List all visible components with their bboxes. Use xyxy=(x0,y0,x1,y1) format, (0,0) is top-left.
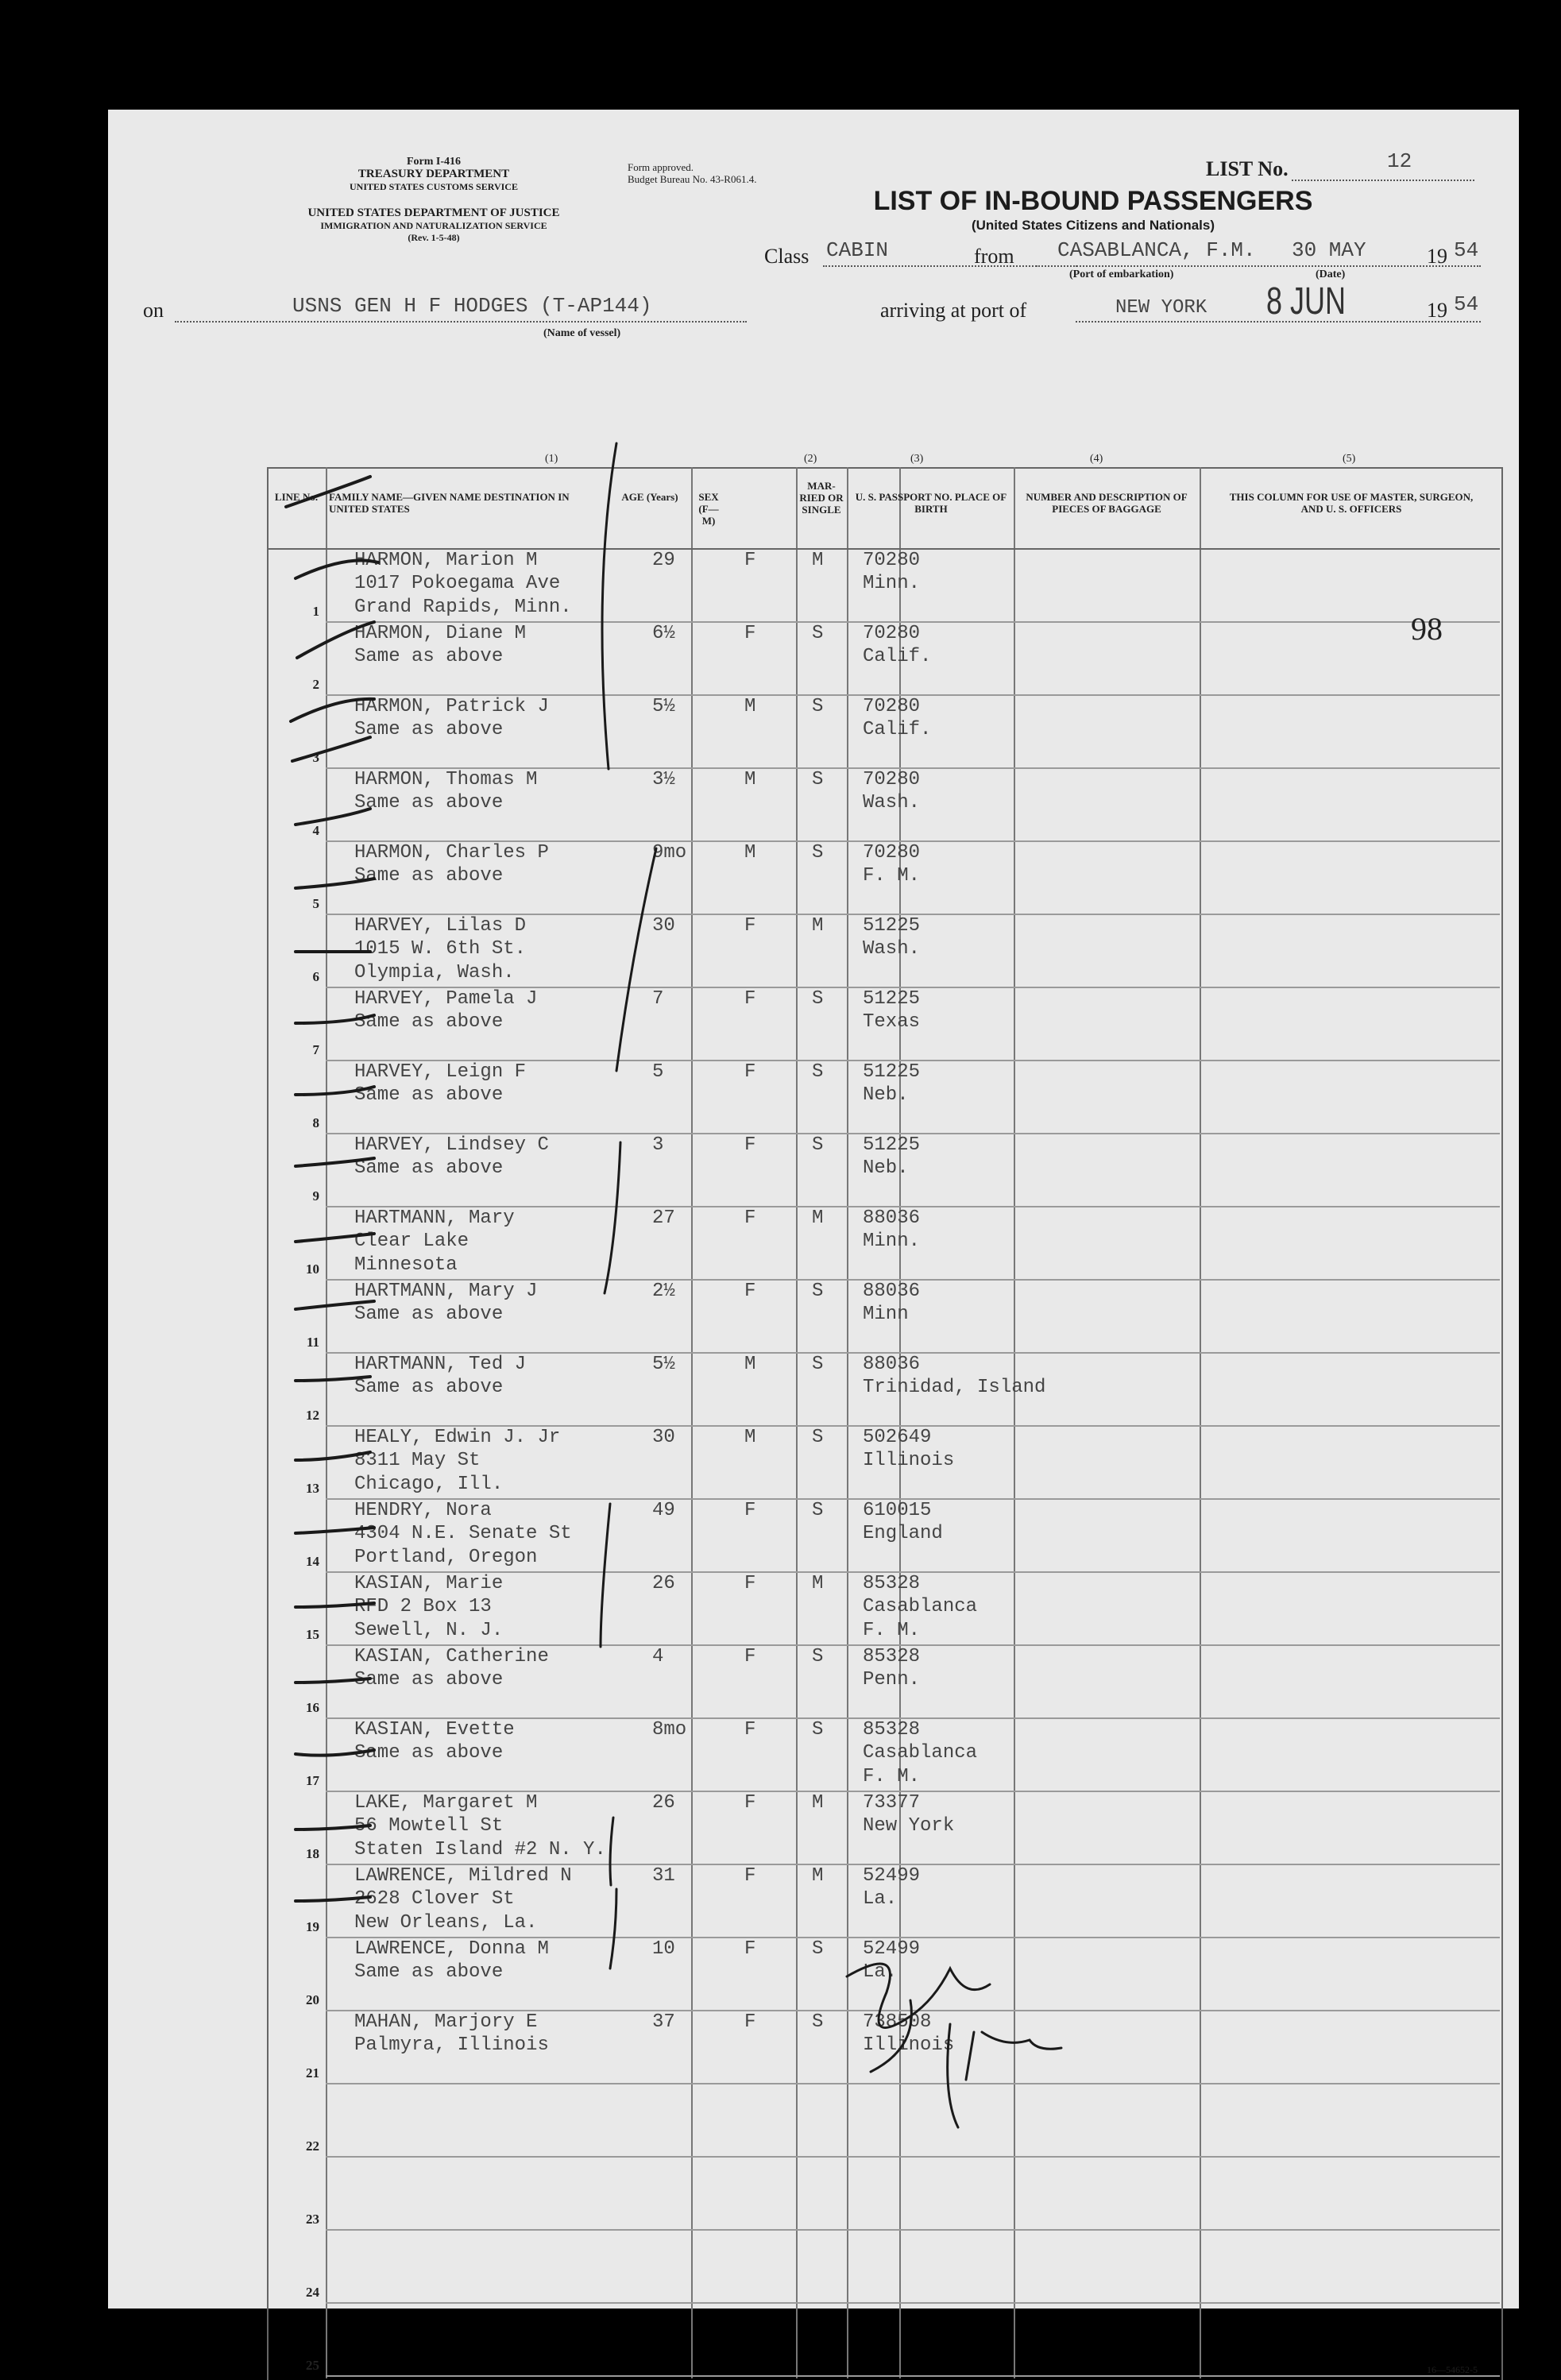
line-number: 24 xyxy=(306,2285,319,2300)
passenger-sex: F xyxy=(744,1061,756,1083)
place-of-birth: Illinois xyxy=(863,1450,955,1471)
line-number: 8 xyxy=(312,1115,319,1130)
passenger-age: 30 xyxy=(652,1427,675,1448)
passport-number: 610015 xyxy=(863,1500,932,1521)
header-line-no: LINE No. xyxy=(274,491,319,503)
form-title: LIST OF IN-BOUND PASSENGERS xyxy=(873,186,1313,216)
marital-status: M xyxy=(812,915,824,937)
marital-status: S xyxy=(812,1938,824,1960)
passport-number: 88036 xyxy=(863,1354,921,1375)
passenger-age: 5½ xyxy=(652,696,675,717)
arrival-year: 54 xyxy=(1454,292,1479,316)
departure-year: 54 xyxy=(1454,238,1479,262)
passport-number: 51225 xyxy=(863,1061,921,1083)
destination-address: RFD 2 Box 13 xyxy=(354,1596,492,1617)
header-passport: U. S. PASSPORT NO. PLACE OF BIRTH xyxy=(855,491,1007,515)
passenger-age: 27 xyxy=(652,1207,675,1229)
arriving-label: arriving at port of xyxy=(880,299,1027,322)
passenger-age: 3½ xyxy=(652,769,675,790)
place-of-birth: Neb. xyxy=(863,1084,909,1106)
line-number: 11 xyxy=(306,1335,319,1350)
passport-number: 70280 xyxy=(863,842,921,864)
marital-status: M xyxy=(812,1207,824,1229)
passenger-age: 7 xyxy=(652,988,664,1010)
passenger-age: 5½ xyxy=(652,1354,675,1375)
place-of-birth: Casablanca xyxy=(863,1596,978,1617)
passenger-name: HARMON, Patrick J xyxy=(354,696,549,717)
passenger-name: HARMON, Charles P xyxy=(354,842,549,864)
line-number: 12 xyxy=(306,1408,319,1423)
passenger-sex: F xyxy=(744,1646,756,1667)
line-number: 9 xyxy=(312,1188,319,1204)
marital-status: M xyxy=(812,1865,824,1887)
passenger-name: MAHAN, Marjory E xyxy=(354,2011,538,2033)
destination-address: Same as above xyxy=(354,646,504,667)
arrival-year-prefix: 19 xyxy=(1427,299,1447,322)
marital-status: S xyxy=(812,1500,824,1521)
from-label: from xyxy=(974,245,1014,268)
destination-address: Same as above xyxy=(354,1377,504,1398)
line-number: 19 xyxy=(306,1919,319,1934)
line-number: 16 xyxy=(306,1700,319,1715)
passport-number: 51225 xyxy=(863,988,921,1010)
passport-number: 52499 xyxy=(863,1938,921,1960)
passenger-name: HARVEY, Leign F xyxy=(354,1061,527,1083)
passenger-age: 29 xyxy=(652,550,675,571)
passenger-sex: F xyxy=(744,1865,756,1887)
passenger-name: HARTMANN, Mary xyxy=(354,1207,515,1229)
passenger-age: 26 xyxy=(652,1573,675,1594)
passenger-sex: M xyxy=(744,769,756,790)
passenger-age: 2½ xyxy=(652,1281,675,1302)
passenger-age: 4 xyxy=(652,1646,664,1667)
destination-address: Palmyra, Illinois xyxy=(354,2034,549,2056)
passport-number: 51225 xyxy=(863,1134,921,1156)
col-number-5: (5) xyxy=(1343,453,1356,465)
passenger-sex: M xyxy=(744,696,756,717)
destination-address: Same as above xyxy=(354,1669,504,1690)
passenger-age: 6½ xyxy=(652,623,675,644)
destination-address: Portland, Oregon xyxy=(354,1547,538,1568)
passport-number: 85328 xyxy=(863,1646,921,1667)
passenger-age: 3 xyxy=(652,1134,664,1156)
place-of-birth: Wash. xyxy=(863,792,921,813)
col-number-3: (3) xyxy=(910,453,924,465)
passenger-sex: M xyxy=(744,1427,756,1448)
place-of-birth: Calif. xyxy=(863,646,932,667)
destination-address: Same as above xyxy=(354,1084,504,1106)
marital-status: S xyxy=(812,1354,824,1375)
destination-address: Same as above xyxy=(354,792,504,813)
passenger-name: HENDRY, Nora xyxy=(354,1500,492,1521)
header-name: FAMILY NAME—GIVEN NAME DESTINATION IN UNITED STATES xyxy=(329,491,570,515)
justice-label: UNITED STATES DEPARTMENT OF JUSTICE xyxy=(307,207,560,219)
destination-address: Chicago, Ill. xyxy=(354,1474,504,1495)
passenger-sex: M xyxy=(744,842,756,864)
passenger-sex: F xyxy=(744,1134,756,1156)
destination-address: 4304 N.E. Senate St xyxy=(354,1523,572,1544)
header-sex: SEX (F—M) xyxy=(698,491,719,527)
marital-status: S xyxy=(812,842,824,864)
passenger-sex: F xyxy=(744,550,756,571)
passenger-name: KASIAN, Marie xyxy=(354,1573,504,1594)
place-of-birth: Neb. xyxy=(863,1157,909,1179)
arrival-date-stamp: 8 JUN xyxy=(1266,280,1347,323)
passenger-age: 9mo xyxy=(652,842,687,864)
year-prefix: 19 xyxy=(1427,245,1447,268)
margin-number: 98 xyxy=(1411,611,1443,647)
place-of-birth: Penn. xyxy=(863,1669,921,1690)
destination-address: 1015 W. 6th St. xyxy=(354,938,527,960)
port-of-embarkation: CASABLANCA, F.M. xyxy=(1057,238,1256,262)
form-id: Form I-416 xyxy=(406,156,462,168)
budget-bureau: Budget Bureau No. 43-R061.4. xyxy=(628,173,757,185)
place-of-birth: Minn. xyxy=(863,1231,921,1252)
marital-status: S xyxy=(812,1061,824,1083)
passenger-name: HARVEY, Lindsey C xyxy=(354,1134,549,1156)
passport-number: 88036 xyxy=(863,1207,921,1229)
form-subtitle: (United States Citizens and Nationals) xyxy=(971,218,1215,233)
passport-number: 51225 xyxy=(863,915,921,937)
place-of-birth: England xyxy=(863,1523,943,1544)
vessel-caption: (Name of vessel) xyxy=(543,327,621,339)
passport-number: 70280 xyxy=(863,696,921,717)
passenger-age: 31 xyxy=(652,1865,675,1887)
class-label: Class xyxy=(764,245,809,268)
line-number: 13 xyxy=(306,1481,319,1496)
place-of-birth: Minn xyxy=(863,1304,909,1325)
line-number: 21 xyxy=(306,2065,319,2081)
arrival-port: NEW YORK xyxy=(1115,297,1207,319)
place-of-birth: Wash. xyxy=(863,938,921,960)
line-number: 20 xyxy=(306,1992,319,2007)
destination-address: Same as above xyxy=(354,1304,504,1325)
line-number: 23 xyxy=(306,2212,319,2227)
destination-address: 2628 Clover St xyxy=(354,1888,515,1910)
marital-status: M xyxy=(812,1792,824,1814)
passenger-sex: F xyxy=(744,1500,756,1521)
passenger-sex: M xyxy=(744,1354,756,1375)
passenger-name: KASIAN, Evette xyxy=(354,1719,515,1741)
passenger-name: LAKE, Margaret M xyxy=(354,1792,538,1814)
passenger-sex: F xyxy=(744,1573,756,1594)
line-number: 17 xyxy=(306,1773,319,1788)
line-number: 5 xyxy=(312,896,319,911)
line-number: 3 xyxy=(312,750,319,765)
passenger-sex: F xyxy=(744,623,756,644)
line-number: 14 xyxy=(306,1554,319,1569)
header-married: MAR- RIED OR SINGLE xyxy=(799,480,844,516)
passenger-sex: F xyxy=(744,1281,756,1302)
place-of-birth: Texas xyxy=(863,1011,921,1033)
destination-address: Same as above xyxy=(354,1157,504,1179)
line-number: 1 xyxy=(312,604,319,619)
place-of-birth: F. M. xyxy=(863,1766,921,1787)
passenger-age: 8mo xyxy=(652,1719,687,1741)
place-of-birth: La. xyxy=(863,1961,898,1983)
marital-status: S xyxy=(812,1427,824,1448)
marital-status: S xyxy=(812,1134,824,1156)
place-of-birth: Trinidad, Island xyxy=(863,1377,1046,1398)
passenger-name: LAWRENCE, Donna M xyxy=(354,1938,549,1960)
marital-status: S xyxy=(812,769,824,790)
place-of-birth: New York xyxy=(863,1815,955,1837)
line-number: 18 xyxy=(306,1846,319,1861)
on-label: on xyxy=(143,299,164,322)
line-number: 6 xyxy=(312,969,319,984)
passenger-age: 10 xyxy=(652,1938,675,1960)
passenger-name: HARVEY, Lilas D xyxy=(354,915,527,937)
destination-address: 8311 May St xyxy=(354,1450,481,1471)
passenger-name: HARVEY, Pamela J xyxy=(354,988,538,1010)
line-number: 2 xyxy=(312,677,319,692)
destination-address: 1017 Pokoegama Ave xyxy=(354,573,561,594)
date-caption: (Date) xyxy=(1316,269,1346,280)
footer-code: 16—54652-5 xyxy=(1427,2364,1478,2375)
passenger-name: KASIAN, Catherine xyxy=(354,1646,549,1667)
passenger-name: HARTMANN, Mary J xyxy=(354,1281,538,1302)
port-embarkation-caption: (Port of embarkation) xyxy=(1069,269,1174,280)
passenger-sex: F xyxy=(744,915,756,937)
destination-address: Staten Island #2 N. Y. xyxy=(354,1839,606,1860)
destination-address: Olympia, Wash. xyxy=(354,962,515,983)
passport-number: 85328 xyxy=(863,1719,921,1741)
col-number-4: (4) xyxy=(1090,453,1103,465)
immigration-label: IMMIGRATION AND NATURALIZATION SERVICE xyxy=(320,220,547,231)
line-number: 10 xyxy=(306,1261,319,1277)
marital-status: M xyxy=(812,550,824,571)
passport-number: 70280 xyxy=(863,550,921,571)
passenger-sex: F xyxy=(744,1207,756,1229)
vessel-name: USNS GEN H F HODGES (T-AP144) xyxy=(292,294,652,318)
destination-address: Same as above xyxy=(354,865,504,887)
destination-address: New Orleans, La. xyxy=(354,1912,538,1934)
passenger-name: HARMON, Thomas M xyxy=(354,769,538,790)
passenger-age: 5 xyxy=(652,1061,664,1083)
marital-status: S xyxy=(812,2011,824,2033)
place-of-birth: Casablanca xyxy=(863,1742,978,1764)
destination-address: Sewell, N. J. xyxy=(354,1620,504,1641)
destination-address: Grand Rapids, Minn. xyxy=(354,597,572,618)
class-value: CABIN xyxy=(826,238,889,262)
check-mark xyxy=(286,477,370,507)
passenger-name: LAWRENCE, Mildred N xyxy=(354,1865,572,1887)
passenger-sex: F xyxy=(744,1792,756,1814)
passport-number: 70280 xyxy=(863,769,921,790)
list-no-label: LIST No. xyxy=(1206,157,1289,180)
passport-number: 85328 xyxy=(863,1573,921,1594)
passenger-age: 37 xyxy=(652,2011,675,2033)
place-of-birth: Calif. xyxy=(863,719,932,740)
header-age: AGE (Years) xyxy=(621,491,678,503)
line-number: 25 xyxy=(306,2358,319,2373)
form-approved: Form approved. xyxy=(628,161,694,173)
passenger-name: HARMON, Diane M xyxy=(354,623,527,644)
destination-address: Same as above xyxy=(354,719,504,740)
line-number: 7 xyxy=(312,1042,319,1057)
passenger-age: 49 xyxy=(652,1500,675,1521)
treasury-label: TREASURY DEPARTMENT xyxy=(357,168,510,180)
destination-address: Minnesota xyxy=(354,1254,458,1276)
destination-address: Same as above xyxy=(354,1961,504,1983)
header-officers: THIS COLUMN FOR USE OF MASTER, SURGEON, AND U. S. OFFICERS xyxy=(1229,491,1474,515)
place-of-birth: F. M. xyxy=(863,1620,921,1641)
marital-status: M xyxy=(812,1573,824,1594)
list-number: 12 xyxy=(1387,149,1412,173)
passenger-age: 26 xyxy=(652,1792,675,1814)
line-number: 22 xyxy=(306,2139,319,2154)
destination-address: Clear Lake xyxy=(354,1231,469,1252)
place-of-birth: Minn. xyxy=(863,573,921,594)
passport-number: 52499 xyxy=(863,1865,921,1887)
col-number-1: (1) xyxy=(545,453,558,465)
departure-date: 30 MAY xyxy=(1292,238,1366,262)
marital-status: S xyxy=(812,1646,824,1667)
revision-label: (Rev. 1-5-48) xyxy=(408,232,460,243)
passport-number: 502649 xyxy=(863,1427,932,1448)
passport-number: 73377 xyxy=(863,1792,921,1814)
passenger-age: 30 xyxy=(652,915,675,937)
handwritten-marks xyxy=(108,110,1519,2309)
marital-status: S xyxy=(812,1281,824,1302)
col-number-2: (2) xyxy=(804,453,817,465)
place-of-birth: La. xyxy=(863,1888,898,1910)
passenger-sex: F xyxy=(744,1938,756,1960)
marital-status: S xyxy=(812,696,824,717)
line-number: 4 xyxy=(312,823,319,838)
destination-address: 56 Mowtell St xyxy=(354,1815,504,1837)
passenger-name: HEALY, Edwin J. Jr xyxy=(354,1427,561,1448)
passenger-list-form xyxy=(108,110,1519,2375)
passenger-sex: F xyxy=(744,2011,756,2033)
marital-status: S xyxy=(812,1719,824,1741)
passenger-name: HARTMANN, Ted J xyxy=(354,1354,527,1375)
line-number: 15 xyxy=(306,1627,319,1642)
marital-status: S xyxy=(812,988,824,1010)
destination-address: Same as above xyxy=(354,1011,504,1033)
passenger-name: HARMON, Marion M xyxy=(354,550,538,571)
marital-status: S xyxy=(812,623,824,644)
passport-number: 738508 xyxy=(863,2011,932,2033)
passenger-sex: F xyxy=(744,1719,756,1741)
customs-label: UNITED STATES CUSTOMS SERVICE xyxy=(350,181,518,192)
passenger-sex: F xyxy=(744,988,756,1010)
header-baggage: NUMBER AND DESCRIPTION OF PIECES OF BAGGAGE xyxy=(1026,491,1188,515)
destination-address: Same as above xyxy=(354,1742,504,1764)
passport-number: 70280 xyxy=(863,623,921,644)
passport-number: 88036 xyxy=(863,1281,921,1302)
place-of-birth: Illinois xyxy=(863,2034,955,2056)
place-of-birth: F. M. xyxy=(863,865,921,887)
